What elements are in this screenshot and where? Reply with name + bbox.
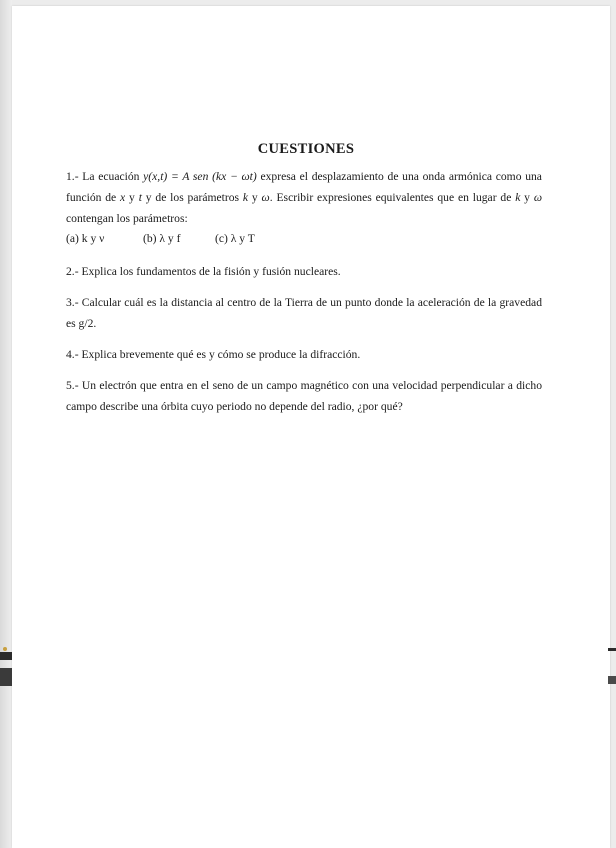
variable: ω (533, 191, 543, 204)
question-4 (66, 344, 542, 365)
question-5 (66, 375, 542, 417)
question-text: Explica los fundamentos de la fisión y fusión nucleares. (81, 265, 341, 278)
scan-edge-mark (608, 676, 616, 684)
scan-edge-mark (0, 652, 12, 660)
variable: k (515, 191, 521, 204)
variable: ω (261, 191, 270, 204)
question-3 (66, 292, 542, 334)
question-text: La ecuación (82, 170, 144, 183)
option-c: (c) λ y T (215, 232, 255, 245)
variable: t (138, 191, 142, 204)
question-number: 5.- (66, 379, 79, 392)
question-text: Calcular cuál es la distancia al centro de la Tierra de un punto donde la aceleración de la gravedad es g/2. (66, 296, 542, 330)
question-text: y de los parámetros (141, 191, 243, 204)
option-a: (a) k y ν (66, 232, 105, 245)
scan-edge-mark (0, 668, 12, 686)
question-text: expresa el desplazamiento de una onda armónica como una función de (66, 170, 542, 204)
equation: y(x,t) = A sen (kx − ωt) (143, 170, 257, 183)
variable: x (120, 191, 126, 204)
document-content (66, 141, 542, 417)
question-text: y (520, 191, 534, 204)
variable: k (242, 191, 249, 204)
question-number: 3.- (66, 296, 79, 309)
question-text: Explica brevemente qué es y cómo se produce la difracción. (81, 348, 361, 361)
question-text: y (248, 191, 262, 204)
question-text: . Escribir expresiones equivalentes que en lugar de (269, 191, 516, 204)
scan-dot-mark (3, 647, 7, 651)
option-b: (b) λ y f (143, 232, 181, 245)
scan-left-margin (0, 0, 12, 848)
scan-edge-mark (608, 648, 616, 651)
paper-sheet (12, 6, 610, 848)
question-2 (66, 261, 542, 282)
question-text: y (125, 191, 139, 204)
question-text: contengan los parámetros: (66, 212, 188, 225)
document-title: CUESTIONES (257, 141, 355, 157)
question-text: Un electrón que entra en el seno de un campo magnético con una velocidad perpendicular a dicho campo describe una órbita cuyo periodo no depende del radio, ¿por qué? (66, 379, 542, 413)
question-number: 4.- (66, 348, 79, 361)
question-1-options (66, 229, 542, 249)
question-number: 1.- (66, 170, 79, 183)
spacer (66, 249, 542, 261)
question-number: 2.- (66, 265, 79, 278)
question-1 (66, 166, 542, 229)
